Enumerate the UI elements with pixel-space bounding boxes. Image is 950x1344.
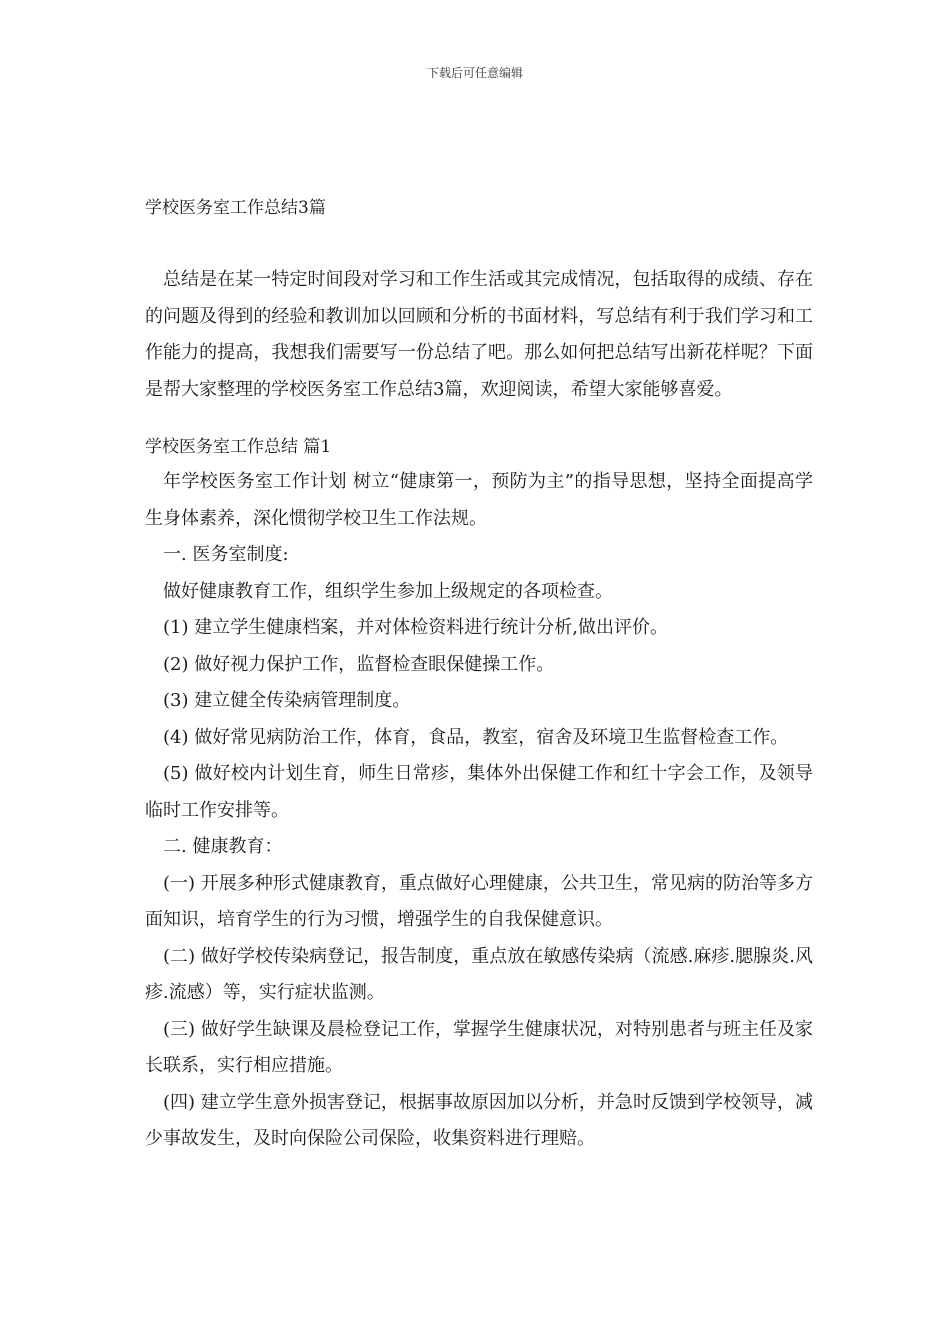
- list-item: (2) 做好视力保护工作，监督检查眼保健操工作。: [163, 653, 555, 675]
- list-item: (4) 做好常见病防治工作，体育，食品，教室，宿舍及环境卫生监督检查工作。: [163, 726, 789, 748]
- list-item: (三) 做好学生缺课及晨检登记工作，掌握学生健康状况，对特别患者与班主任及家长联系，实行相应措施。: [145, 1018, 813, 1076]
- document-body: [145, 262, 813, 1158]
- list-item: (一) 开展多种形式健康教育，重点做好心理健康，公共卫生，常见病的防治等多方面知识，培育学生的行为习惯，增强学生的自我保健意识。: [145, 872, 813, 930]
- list-item: (5) 做好校内计划生育，师生日常疹，集体外出保健工作和红十字会工作，及领导临时工作安排等。: [145, 763, 813, 821]
- section-title: 学校医务室工作总结 篇1: [145, 437, 332, 457]
- list-item: (1) 建立学生健康档案，并对体检资料进行统计分析,做出评价。: [163, 617, 668, 638]
- paragraph: 一. 医务室制度:: [163, 544, 289, 565]
- paragraph: 年学校医务室工作计划 树立“健康第一，预防为主”的指导思想，坚持全面提高学生身体素养，深化惯彻学校卫生工作法规。: [145, 471, 813, 529]
- paragraph: 做好健康教育工作，组织学生参加上级规定的各项检查。: [163, 580, 613, 602]
- header-note: 下载后可任意编辑: [426, 66, 523, 80]
- list-item: (二) 做好学校传染病登记，报告制度，重点放在敏感传染病（流感.麻疹.腮腺炎.风疹.流感）等，实行症状监测。: [145, 945, 813, 1003]
- list-item: (3) 建立健全传染病管理制度。: [163, 690, 411, 711]
- intro-paragraph: 总结是在某一特定时间段对学习和工作生活或其完成情况，包括取得的成绩、存在的问题及得到的经验和教训加以回顾和分析的书面材料，写总结有利于我们学习和工作能力的提高，我想我们需要写一份总结了吧。那么如何把总结写出新花样呢？下面是帮大家整理的学校医务室工作总结3篇，欢迎阅读，希望大家能够喜爱。: [145, 269, 813, 400]
- list-item: (四) 建立学生意外损害登记，根据事故原因加以分析，并急时反馈到学校领导，减少事故发生，及时向保险公司保险，收集资料进行理赔。: [145, 1091, 813, 1149]
- document-title: 学校医务室工作总结3篇: [145, 198, 326, 218]
- paragraph: 二. 健康教育：: [163, 836, 283, 857]
